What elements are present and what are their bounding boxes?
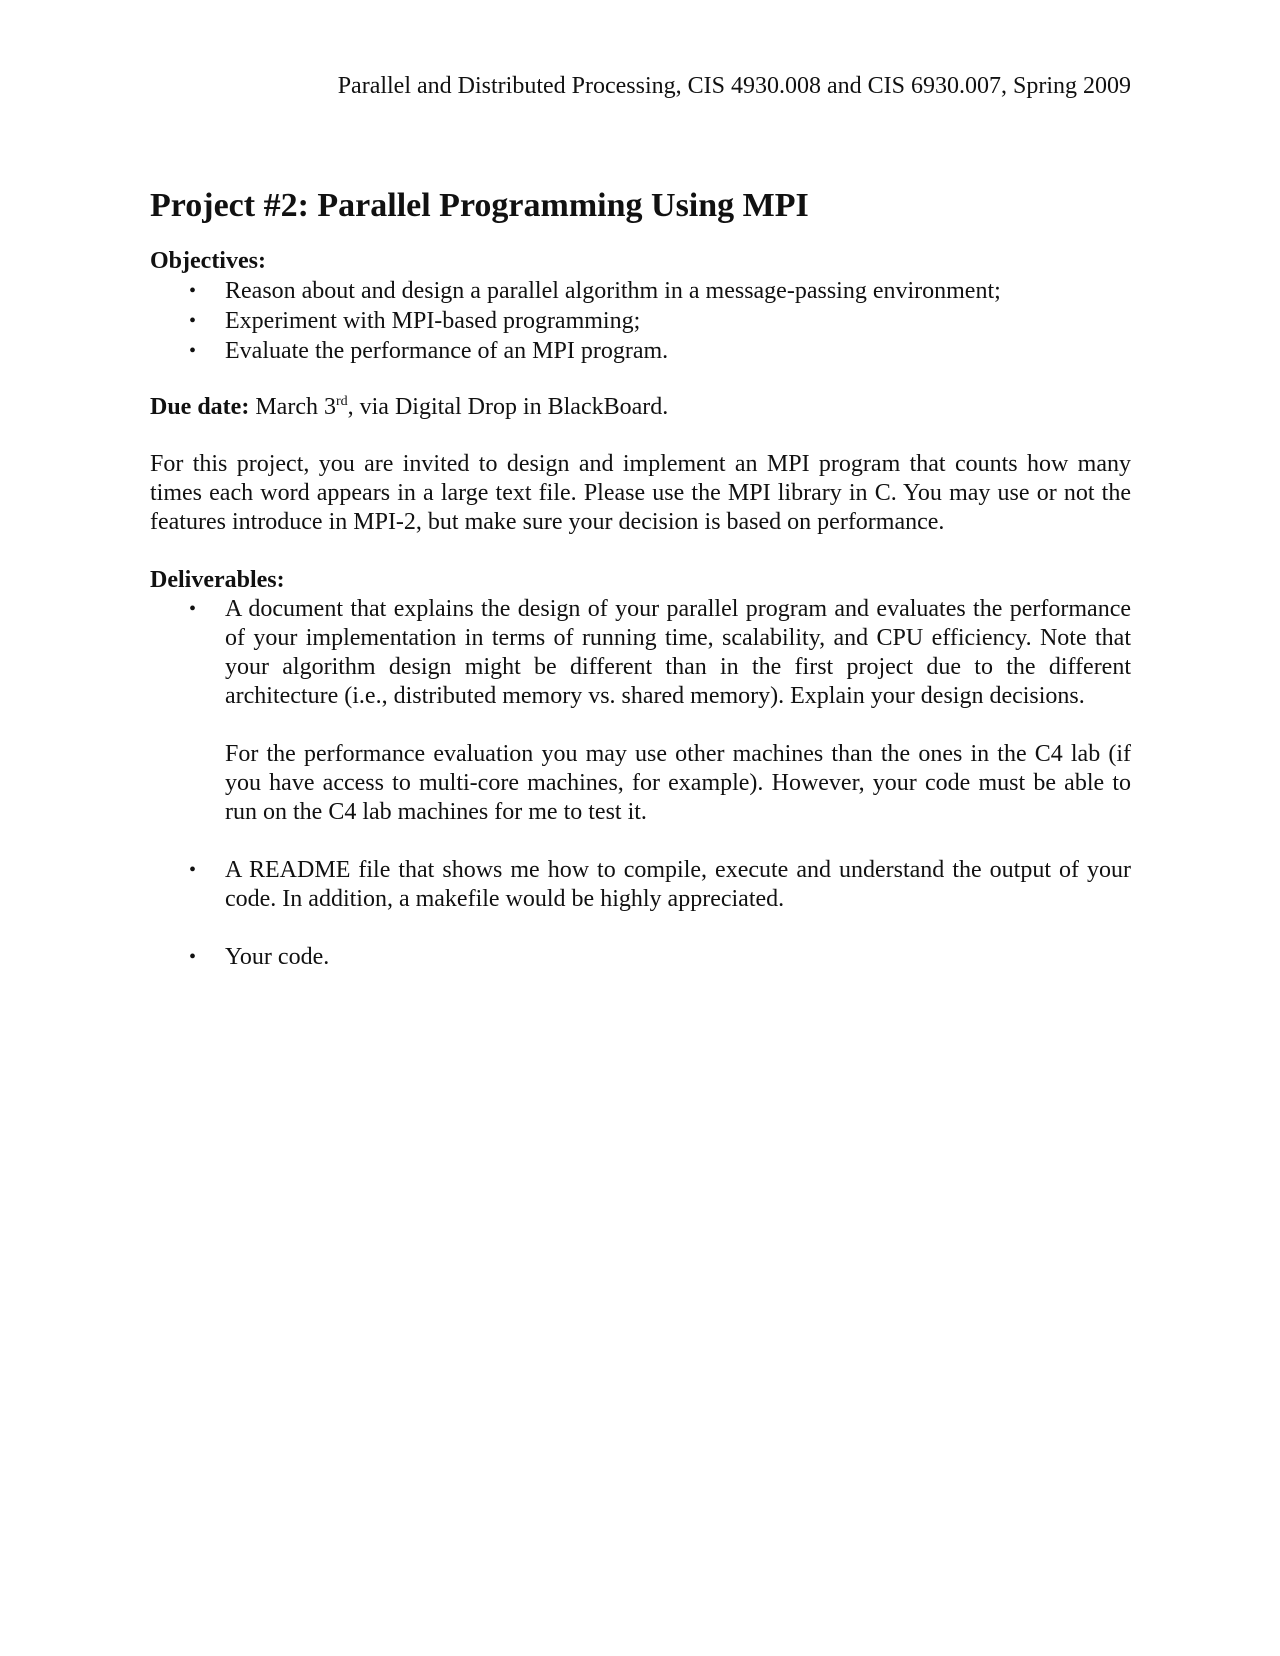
deliverables-section	[150, 565, 1131, 972]
deliverables-heading: Deliverables:	[150, 567, 285, 593]
bullet-icon: •	[189, 280, 197, 302]
due-date-label: Due date:	[150, 394, 250, 420]
running-header: Parallel and Distributed Processing, CIS 4930.008 and CIS 6930.007, Spring 2009	[337, 73, 1131, 99]
deliverable-item	[150, 595, 1131, 827]
objective-item	[150, 336, 1131, 366]
deliverables-list	[150, 595, 1131, 972]
deliverable-item	[150, 856, 1131, 914]
deliverable-text: A document that explains the design of your parallel program and evaluates the performance of your implementation in terms of running time, scalability, and CPU efficiency. Note that your algorithm design might be different than in the first project due to the different architecture (i.e., distributed memory vs. shared memory). Explain your design decisions.	[225, 596, 1131, 709]
bullet-icon: •	[189, 340, 197, 362]
objectives-list	[150, 276, 1131, 366]
bullet-icon: •	[189, 310, 197, 332]
objectives-heading: Objectives:	[150, 248, 266, 274]
bullet-icon: •	[189, 598, 197, 620]
objective-text: Reason about and design a parallel algorithm in a message-passing environment;	[225, 278, 1001, 304]
deliverable-item	[150, 943, 1131, 972]
objective-item	[150, 306, 1131, 336]
page-title: Project #2: Parallel Programming Using MPI	[150, 187, 809, 224]
bullet-icon: •	[189, 946, 197, 968]
due-date-ordinal: rd	[335, 394, 348, 409]
deliverable-text: Your code.	[225, 944, 330, 970]
due-date-value: March 3	[249, 394, 336, 420]
deliverable-subparagraph: For the performance evaluation you may use other machines than the ones in the C4 lab (if you have access to multi-core machines, for example). However, your code must be able to run on the C4 lab machines for me to test it.	[225, 741, 1131, 825]
objective-item	[150, 276, 1131, 306]
objective-text: Evaluate the performance of an MPI program.	[225, 338, 669, 364]
due-date-line	[150, 392, 1131, 422]
deliverable-text: A README file that shows me how to compile, execute and understand the output of your code. In addition, a makefile would be highly appreciated.	[225, 857, 1131, 912]
intro-paragraph: For this project, you are invited to design and implement an MPI program that counts how many times each word appears in a large text file. Please use the MPI library in C. You may use or not the features introduce in MPI-2, but make sure your decision is based on performance.	[150, 451, 1131, 535]
objective-text: Experiment with MPI-based programming;	[225, 308, 641, 334]
bullet-icon: •	[189, 859, 197, 881]
document-body	[150, 186, 1131, 972]
due-date-detail: , via Digital Drop in BlackBoard.	[347, 394, 669, 420]
